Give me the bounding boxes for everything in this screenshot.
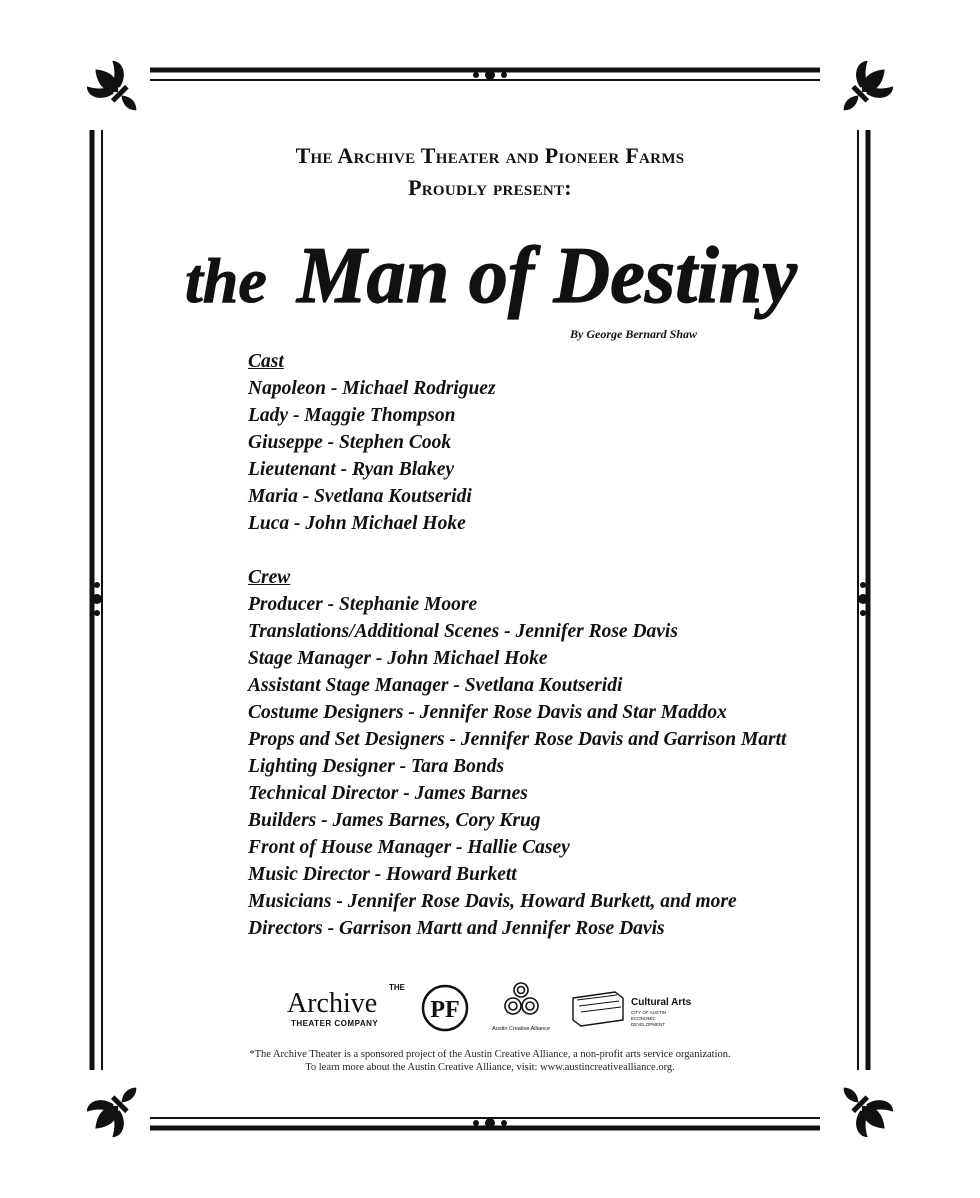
austin-creative-alliance-logo (492, 983, 550, 1032)
crew-member: Translations/Additional Scenes - Jennifer Rose Davis (248, 621, 678, 642)
footnote (0, 1048, 980, 1074)
title-the: the (185, 245, 267, 316)
crew-member: Music Director - Howard Burkett (248, 864, 517, 885)
cultural-arts-sub-2: ECONOMIC (631, 1016, 656, 1021)
cultural-arts-sub-1: CITY OF AUSTIN (631, 1010, 667, 1015)
archive-theater-logo (287, 983, 406, 1028)
crew-member: Props and Set Designers - Jennifer Rose Davis and Garrison Martt (248, 729, 787, 750)
crew-member: Lighting Designer - Tara Bonds (248, 756, 505, 777)
crew-member: Front of House Manager - Hallie Casey (248, 837, 570, 858)
fleur-de-lis-icon (829, 54, 900, 125)
cultural-arts-logo (573, 992, 692, 1027)
fleur-de-lis-icon (80, 54, 151, 125)
credits (248, 348, 848, 942)
pf-mark: PF (430, 997, 460, 1023)
footnote-line-2: To learn more about the Austin Creative Alliance, visit: www.austincreativealliance.org. (305, 1062, 675, 1073)
crew-member: Builders - James Barnes, Cory Krug (248, 810, 541, 831)
title-main: Man of Destiny (295, 232, 798, 320)
presenter-line-1: The Archive Theater and Pioneer Farms (295, 143, 685, 168)
presenter-heading (0, 140, 980, 204)
cast-member: Maria - Svetlana Koutseridi (248, 486, 472, 507)
cultural-arts-sub-3: DEVELOPMENT (631, 1022, 666, 1027)
archive-logo-sub: THEATER COMPANY (291, 1019, 379, 1028)
byline: By George Bernard Shaw (570, 327, 698, 341)
archive-logo-the: THE (389, 983, 405, 992)
cast-member: Lady - Maggie Thompson (248, 405, 456, 426)
crew-member: Directors - Garrison Martt and Jennifer Rose Davis (248, 918, 665, 939)
fleur-de-lis-icon (829, 1073, 900, 1144)
archive-logo-name: Archive (287, 988, 378, 1019)
cast-member: Lieutenant - Ryan Blakey (248, 459, 455, 480)
crew-member: Assistant Stage Manager - Svetlana Koutseridi (248, 675, 623, 696)
crew-heading: Crew (248, 567, 291, 588)
cast-heading: Cast (248, 351, 284, 372)
footnote-line-1: *The Archive Theater is a sponsored project of the Austin Creative Alliance, a non-profit arts service organization. (249, 1049, 731, 1060)
aca-name: Austin Creative Alliance (492, 1026, 550, 1032)
crew-member: Technical Director - James Barnes (248, 783, 528, 804)
pioneer-farms-logo (423, 986, 467, 1030)
crew-member: Producer - Stephanie Moore (248, 594, 478, 615)
crew-member: Musicians - Jennifer Rose Davis, Howard Burkett, and more (248, 891, 737, 912)
fleur-de-lis-icon (80, 1073, 151, 1144)
cast-member: Luca - John Michael Hoke (248, 513, 466, 534)
crew-member: Stage Manager - John Michael Hoke (248, 648, 548, 669)
presenter-line-2: Proudly present: (408, 175, 572, 200)
sponsor-logos (285, 976, 735, 1046)
section-spacer (248, 537, 848, 564)
cultural-arts-title: Cultural Arts (631, 997, 692, 1008)
cast-member: Giuseppe - Stephen Cook (248, 432, 452, 453)
crew-member: Costume Designers - Jennifer Rose Davis and Star Maddox (248, 702, 727, 723)
play-title (185, 210, 805, 340)
cast-member: Napoleon - Michael Rodriguez (248, 378, 496, 399)
